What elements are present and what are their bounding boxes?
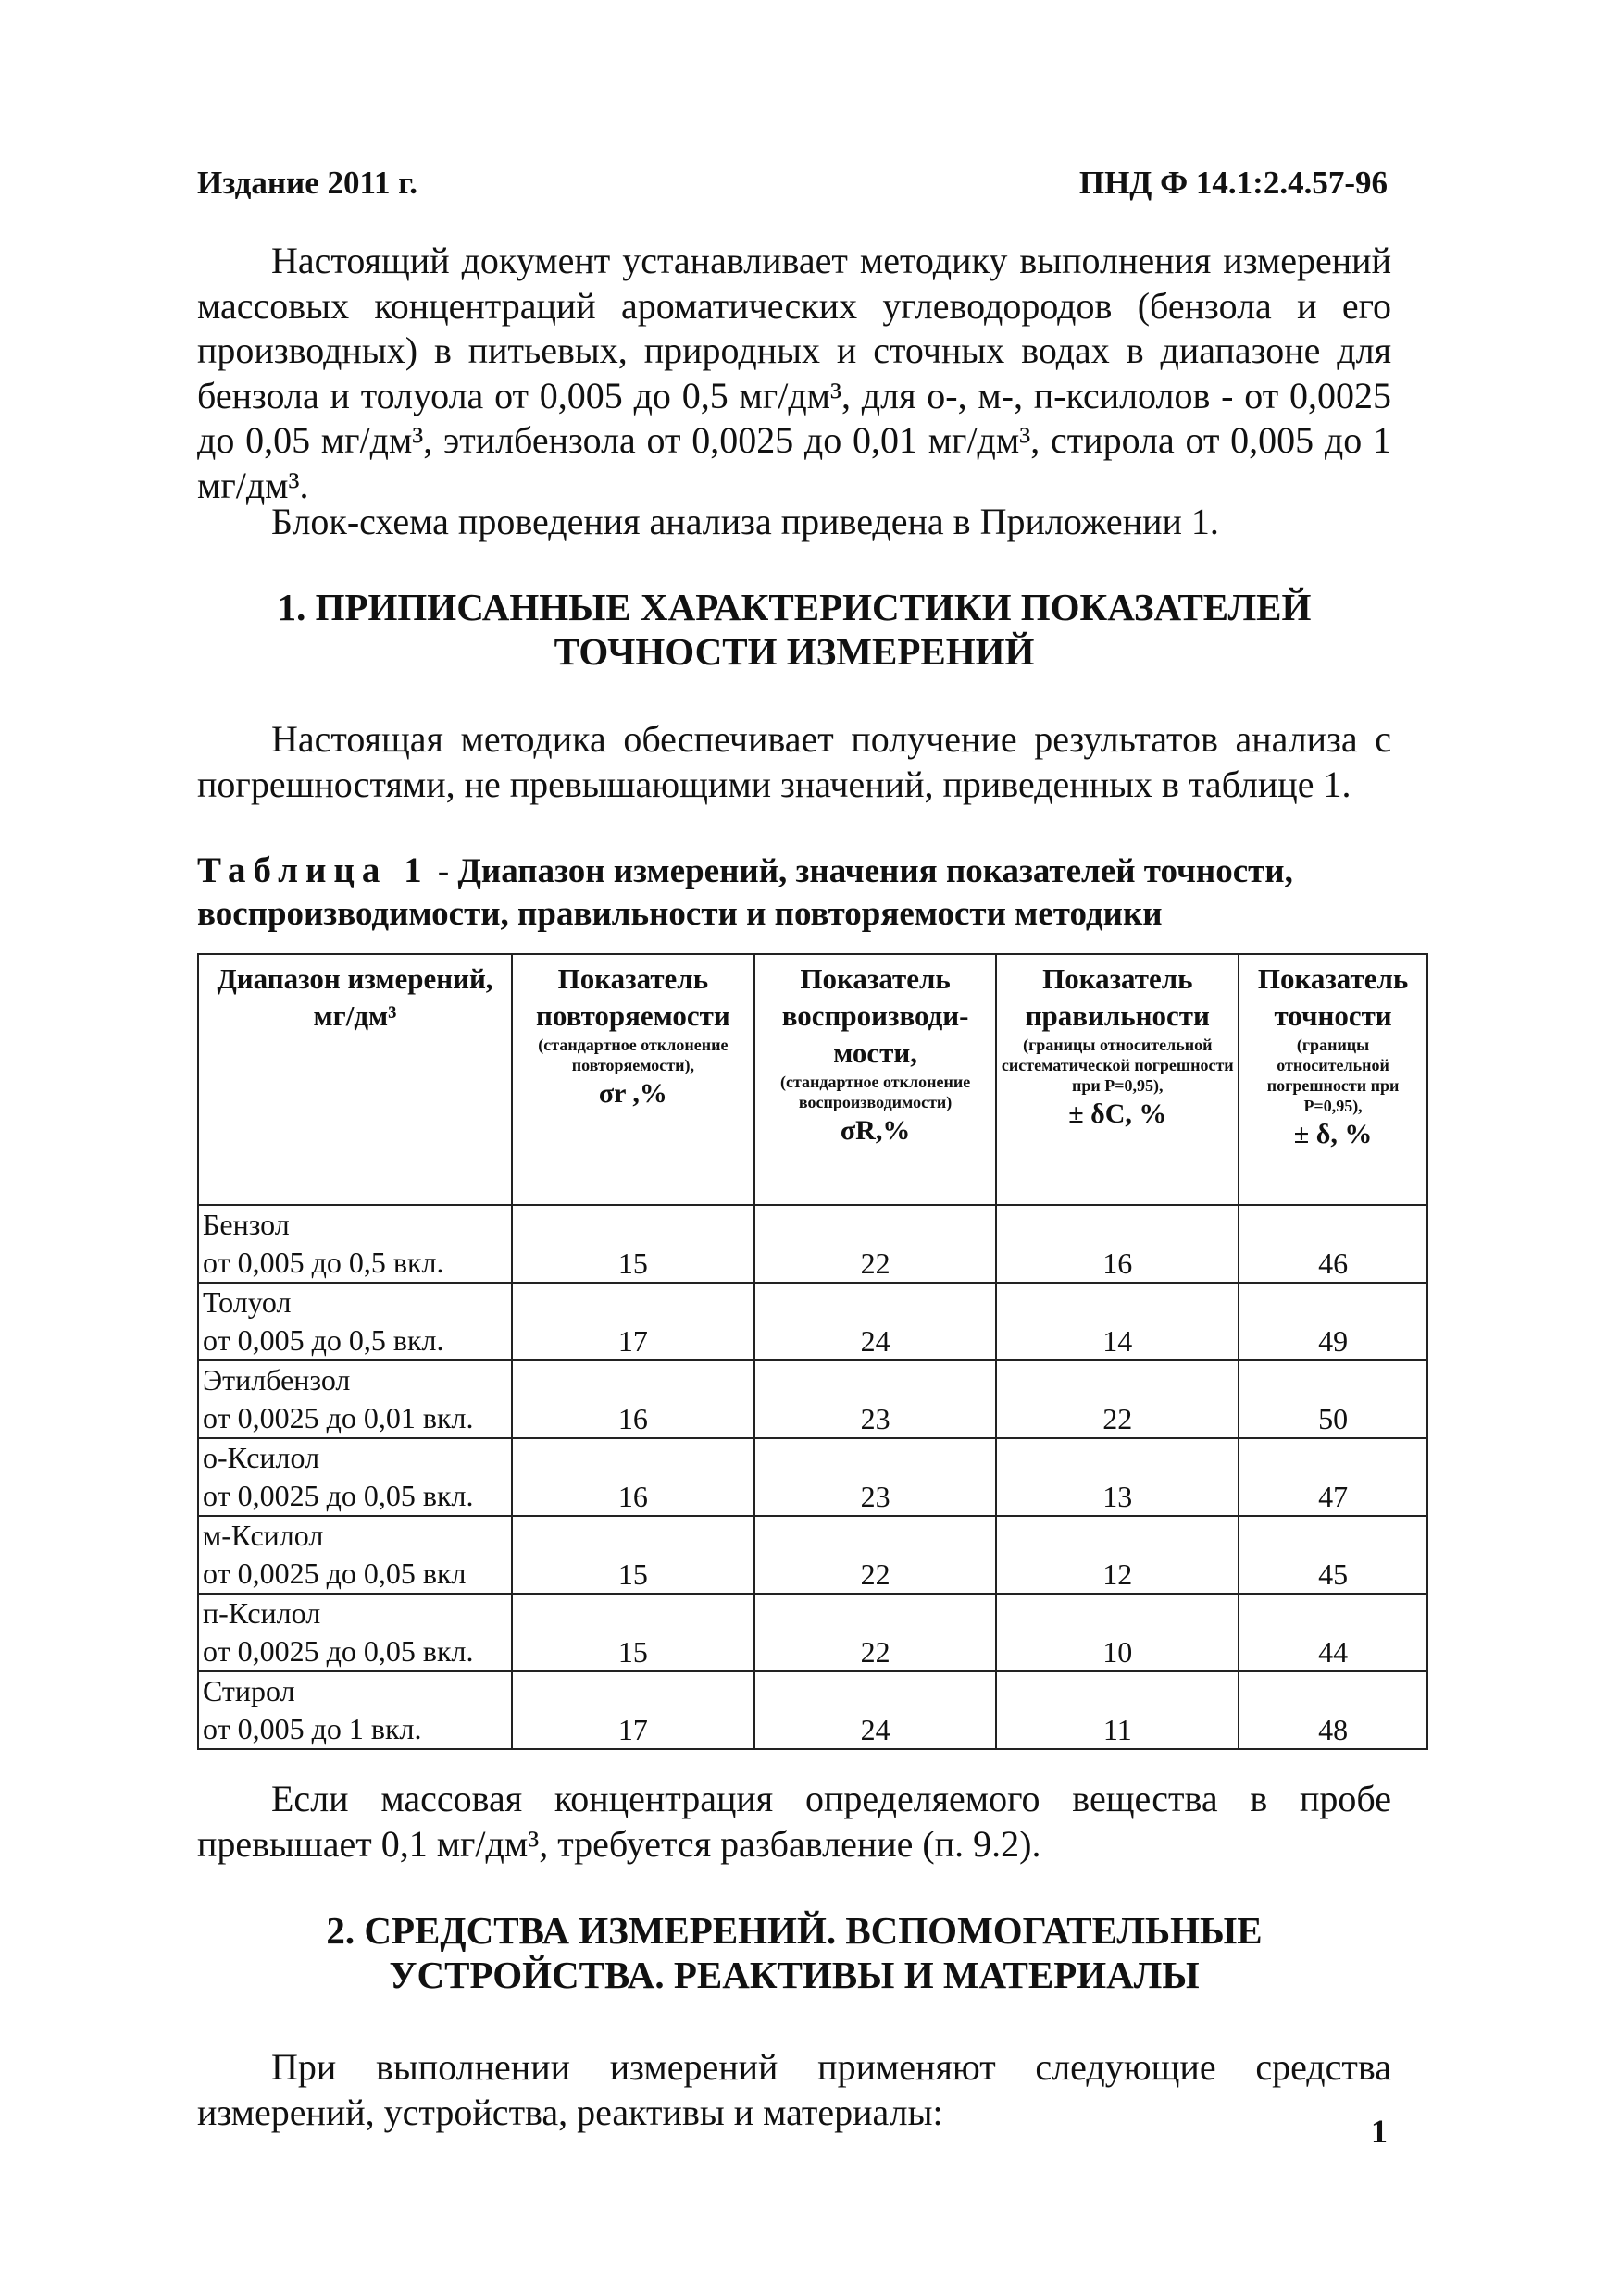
repeatability-cell: 16 <box>512 1360 754 1438</box>
repeatability-cell: 15 <box>512 1516 754 1594</box>
section-2-title: 2. СРЕДСТВА ИЗМЕРЕНИЙ. ВСПОМОГАТЕЛЬНЫЕ УСТРОЙСТВА. РЕАКТИВЫ И МАТЕРИАЛЫ <box>326 1909 1263 1996</box>
document-code: ПНД Ф 14.1:2.4.57-96 <box>1078 165 1388 201</box>
substance-cell: Стирол от 0,005 до 1 вкл. <box>198 1671 512 1749</box>
table-header-row <box>198 954 1427 1205</box>
repeatability-cell: 15 <box>512 1205 754 1283</box>
accuracy-cell: 45 <box>1239 1516 1427 1594</box>
repeatability-cell: 16 <box>512 1438 754 1516</box>
dilution-note-text: Если массовая концентрация определяемого вещества в пробе превышает 0,1 мг/дм³, требуется разбавление (п. 9.2). <box>197 1778 1391 1865</box>
trueness-cell: 11 <box>996 1671 1239 1749</box>
reproducibility-cell: 22 <box>754 1516 997 1594</box>
trueness-cell: 16 <box>996 1205 1239 1283</box>
accuracy-cell: 49 <box>1239 1283 1427 1360</box>
accuracy-cell: 44 <box>1239 1594 1427 1671</box>
table-1-caption-text: - Диапазон измерений, значения показателей точности, воспроизводимости, правильности и повторяемости методики <box>197 852 1293 933</box>
intro-paragraph <box>197 239 1391 508</box>
trueness-cell: 12 <box>996 1516 1239 1594</box>
section-1-paragraph <box>197 717 1391 807</box>
accuracy-cell: 48 <box>1239 1671 1427 1749</box>
table-1 <box>197 953 1428 1750</box>
table-row <box>198 1671 1427 1749</box>
repeatability-cell: 17 <box>512 1671 754 1749</box>
repeatability-cell: 15 <box>512 1594 754 1671</box>
accuracy-cell: 50 <box>1239 1360 1427 1438</box>
reproducibility-cell: 23 <box>754 1360 997 1438</box>
section-2-paragraph <box>197 2045 1391 2135</box>
intro-text: Настоящий документ устанавливает методику выполнения измерений массовых концентраций ароматических углеводородов (бензола и его производных) в питьевых, природных и сточных водах в диапазоне для бензола и толуола от 0,005 до 0,5 мг/дм³, для о-, м-, п-ксилолов - от 0,0025 до 0,05 мг/дм³, этилбензола от 0,0025 до 0,01 мг/дм³, стирола от 0,005 до 1 мг/дм³. <box>197 240 1391 506</box>
trueness-cell: 10 <box>996 1594 1239 1671</box>
section-2-text: При выполнении измерений применяют следующие средства измерений, устройства, реактивы и материалы: <box>197 2046 1391 2133</box>
flowchart-note <box>197 500 1391 545</box>
substance-cell: Толуол от 0,005 до 0,5 вкл. <box>198 1283 512 1360</box>
reproducibility-cell: 24 <box>754 1671 997 1749</box>
substance-cell: м-Ксилол от 0,0025 до 0,05 вкл <box>198 1516 512 1594</box>
section-1-text: Настоящая методика обеспечивает получение результатов анализа с погрешностями, не превышающими значений, приведенных в таблице 1. <box>197 718 1391 805</box>
table-row <box>198 1205 1427 1283</box>
table-row <box>198 1594 1427 1671</box>
edition-label: Издание 2011 г. <box>197 165 417 201</box>
column-header-range: Диапазон измерений, мг/дм³ <box>198 954 512 1205</box>
flowchart-note-text: Блок-схема проведения анализа приведена в Приложении 1. <box>271 501 1219 542</box>
repeatability-cell: 17 <box>512 1283 754 1360</box>
table-row <box>198 1438 1427 1516</box>
table-row <box>198 1516 1427 1594</box>
column-header-reproducibility: Показатель воспроизводи-мости, (стандартное отклонение воспроизводимости) σR,% <box>754 954 997 1205</box>
substance-cell: о-Ксилол от 0,0025 до 0,05 вкл. <box>198 1438 512 1516</box>
column-header-trueness: Показатель правильности (границы относительной систематической погрешности при P=0,95), ± δC, % <box>996 954 1239 1205</box>
accuracy-cell: 46 <box>1239 1205 1427 1283</box>
table-1-caption <box>197 850 1401 936</box>
reproducibility-cell: 24 <box>754 1283 997 1360</box>
trueness-cell: 13 <box>996 1438 1239 1516</box>
table-row <box>198 1360 1427 1438</box>
column-header-repeatability: Показатель повторяемости (стандартное отклонение повторяемости), σr ,% <box>512 954 754 1205</box>
reproducibility-cell: 22 <box>754 1594 997 1671</box>
section-1-title: 1. ПРИПИСАННЫЕ ХАРАКТЕРИСТИКИ ПОКАЗАТЕЛЕЙ ТОЧНОСТИ ИЗМЕРЕНИЙ <box>277 586 1312 673</box>
substance-cell: Этилбензол от 0,0025 до 0,01 вкл. <box>198 1360 512 1438</box>
table-1-label: Таблица 1 <box>197 850 430 890</box>
trueness-cell: 14 <box>996 1283 1239 1360</box>
reproducibility-cell: 23 <box>754 1438 997 1516</box>
substance-cell: Бензол от 0,005 до 0,5 вкл. <box>198 1205 512 1283</box>
substance-cell: п-Ксилол от 0,0025 до 0,05 вкл. <box>198 1594 512 1671</box>
reproducibility-cell: 22 <box>754 1205 997 1283</box>
trueness-cell: 22 <box>996 1360 1239 1438</box>
table-row <box>198 1283 1427 1360</box>
page-number: 1 <box>1371 2113 1388 2150</box>
dilution-note <box>197 1777 1391 1867</box>
column-header-accuracy: Показатель точности (границы относительной погрешности при P=0,95), ± δ, % <box>1239 954 1427 1205</box>
accuracy-cell: 47 <box>1239 1438 1427 1516</box>
